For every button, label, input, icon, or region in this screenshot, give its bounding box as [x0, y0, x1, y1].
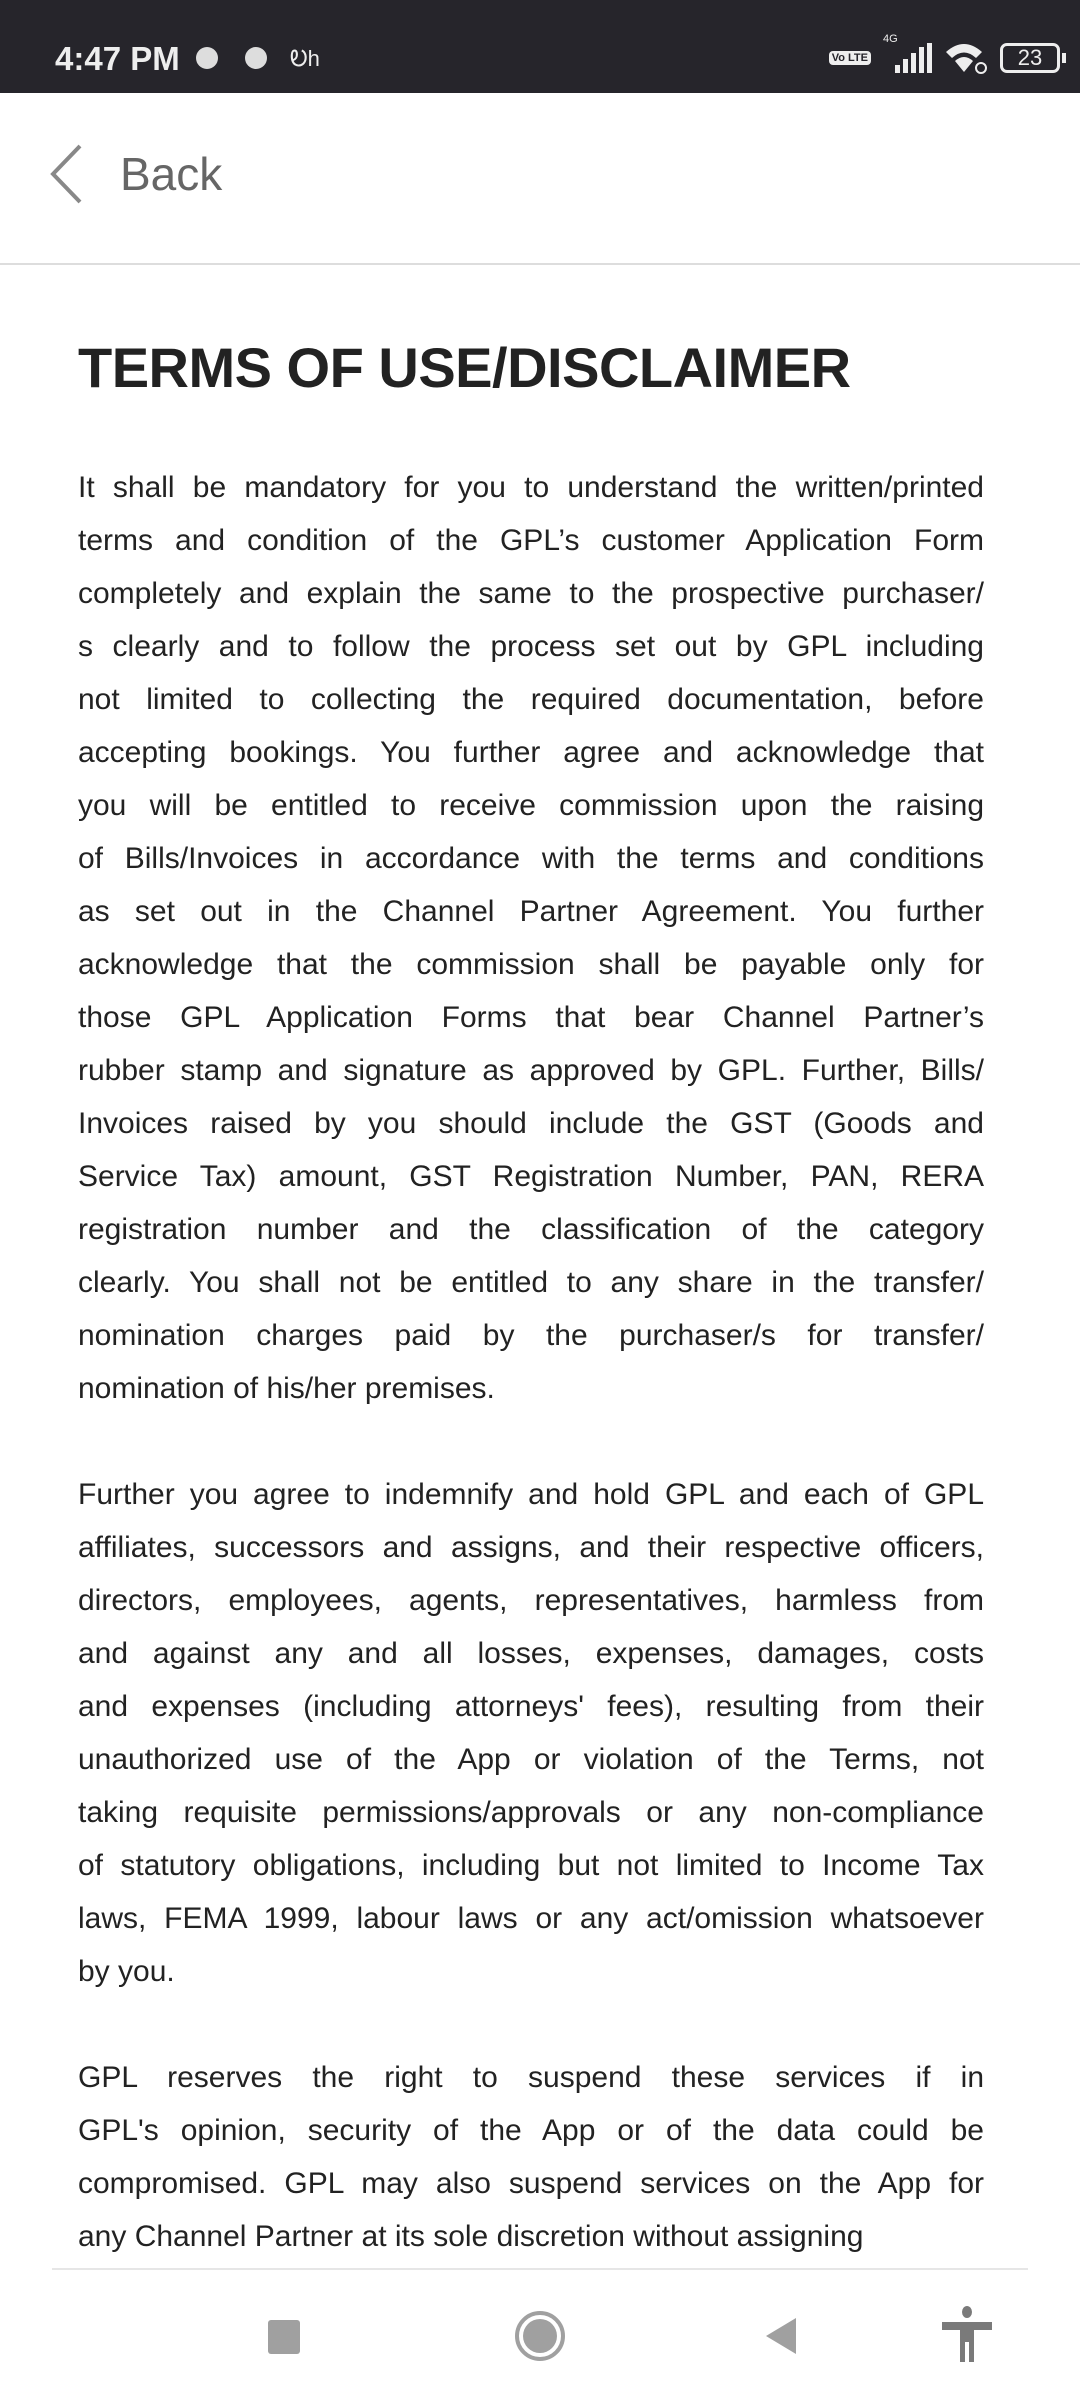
text-line: clearly. You shall not be entitled to any share in the transfer/: [78, 1266, 984, 1299]
back-label: Back: [120, 148, 223, 200]
text-line: of Bills/Invoices in accordance with the terms and conditions: [78, 842, 984, 875]
text-line: as set out in the Channel Partner Agreement. You further: [78, 895, 984, 928]
text-line: and against any and all losses, expenses, damages, costs: [78, 1637, 984, 1670]
text-line: you will be entitled to receive commission upon the raising: [78, 789, 984, 822]
zee5-notification-icon: [196, 47, 218, 69]
text-line: laws, FEMA 1999, labour laws or any act/omission whatsoever: [78, 1902, 984, 1935]
text-line: unauthorized use of the App or violation of the Terms, not: [78, 1743, 984, 1776]
text-line: Further you agree to indemnify and hold GPL and each of GPL: [78, 1478, 984, 1511]
divider: [52, 2268, 1028, 2270]
text-line: affiliates, successors and assigns, and their respective officers,: [78, 1531, 984, 1564]
text-line: and expenses (including attorneys' fees), resulting from their: [78, 1690, 984, 1723]
battery-icon: 23: [1000, 43, 1060, 73]
back-nav-icon[interactable]: [762, 2316, 798, 2356]
recents-icon[interactable]: [268, 2320, 300, 2354]
status-bar: [0, 0, 1080, 93]
signal-icon: [883, 33, 932, 73]
text-line: nomination charges paid by the purchaser/s for transfer/: [78, 1319, 984, 1352]
back-button[interactable]: [48, 143, 222, 205]
text-line: Invoices raised by you should include the GST (Goods and: [78, 1107, 984, 1140]
text-line: not limited to collecting the required documentation, before: [78, 683, 984, 716]
text-line: GPL's opinion, security of the App or of the data could be: [78, 2114, 984, 2147]
volte-icon: Vo LTE: [829, 51, 871, 65]
text-line: terms and condition of the GPL’s customer Application Form: [78, 524, 984, 557]
text-line: Service Tax) amount, GST Registration Number, PAN, RERA: [78, 1160, 984, 1193]
text-line: GPL reserves the right to suspend these services if in: [78, 2061, 984, 2094]
text-line: registration number and the classification of the category: [78, 1213, 984, 1246]
status-time: 4:47 PM: [55, 40, 180, 77]
paragraph: [78, 461, 984, 1415]
paragraph: [78, 2051, 984, 2263]
paragraph: [78, 1468, 984, 1998]
text-line: compromised. GPL may also suspend services on the App for: [78, 2167, 984, 2200]
text-line: accepting bookings. You further agree and acknowledge that: [78, 736, 984, 769]
accessibility-icon[interactable]: [940, 2306, 994, 2364]
app-header: [0, 93, 1080, 265]
text-line: those GPL Application Forms that bear Channel Partner’s: [78, 1001, 984, 1034]
text-line: completely and explain the same to the prospective purchaser/: [78, 577, 984, 610]
text-line: nomination of his/her premises.: [78, 1372, 495, 1405]
text-line: It shall be mandatory for you to understand the written/printed: [78, 471, 984, 504]
hotstar-notification-icon: Ꭷh: [290, 46, 320, 71]
text-line: directors, employees, agents, representatives, harmless from: [78, 1584, 984, 1617]
text-line: s clearly and to follow the process set out by GPL including: [78, 630, 984, 663]
terms-content[interactable]: [78, 267, 984, 2268]
text-line: any Channel Partner at its sole discretion without assigning: [78, 2220, 864, 2253]
home-icon[interactable]: [515, 2311, 565, 2361]
text-line: acknowledge that the commission shall be payable only for: [78, 948, 984, 981]
text-line: of statutory obligations, including but not limited to Income Tax: [78, 1849, 984, 1882]
text-line: rubber stamp and signature as approved by GPL. Further, Bills/: [78, 1054, 984, 1087]
text-line: by you.: [78, 1955, 175, 1988]
wifi-icon: [944, 40, 988, 76]
chevron-left-icon: [48, 143, 84, 205]
page-title: TERMS OF USE/DISCLAIMER: [78, 336, 851, 399]
text-line: taking requisite permissions/approvals or any non-compliance: [78, 1796, 984, 1829]
network-type: 4G: [883, 33, 898, 45]
zee5-notification-icon: [245, 47, 267, 69]
